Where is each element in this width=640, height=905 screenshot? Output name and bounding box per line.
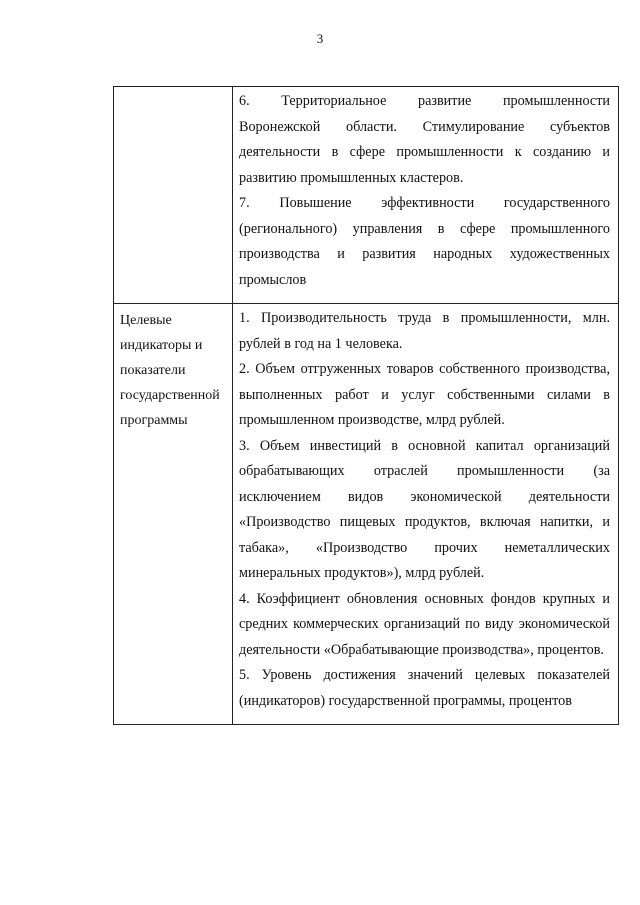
table-row <box>114 87 619 304</box>
row-content-cell <box>233 87 619 304</box>
list-item: 6. Территориальное развитие промышленности Воронежской области. Стимулирование субъектов деятельности в сфере промышленности к созданию и развитию промышленных кластеров. <box>239 93 610 186</box>
list-item: 7. Повышение эффективности государственного (регионального) управления в сфере промышленного производства и развития народных художественных промыслов <box>239 195 610 288</box>
list-item: 2. Объем отгруженных товаров собственного производства, выполненных работ и услуг собственными силами в промышленном производстве, млрд рублей. <box>239 361 610 428</box>
list-item: 3. Объем инвестиций в основной капитал организаций обрабатывающих отраслей промышленности (за исключением видов экономической деятельности «Производство пищевых продуктов, включая напитки, и табака», «Производство прочих неметаллических минеральных продуктов»), млрд рублей. <box>239 437 610 581</box>
table-row <box>114 304 619 725</box>
list-item: 5. Уровень достижения значений целевых показателей (индикаторов) государственной программы, процентов <box>239 667 610 709</box>
cell-spacer <box>233 293 618 303</box>
row-label-cell <box>114 304 233 725</box>
row-content-cell <box>233 304 619 725</box>
program-passport-table <box>113 86 619 725</box>
list-item: 4. Коэффициент обновления основных фондов крупных и средних коммерческих организаций по виду экономической деятельности «Обрабатывающие производства», процентов. <box>239 590 610 658</box>
list-item: 1. Производительность труда в промышленности, млн. рублей в год на 1 человека. <box>239 310 610 352</box>
cell-spacer <box>233 714 618 724</box>
row-label <box>114 87 232 91</box>
row-label-cell <box>114 87 233 304</box>
row-label: Целевые индикаторы и показатели государственной программы <box>120 313 220 428</box>
page-number: 3 <box>316 31 324 46</box>
